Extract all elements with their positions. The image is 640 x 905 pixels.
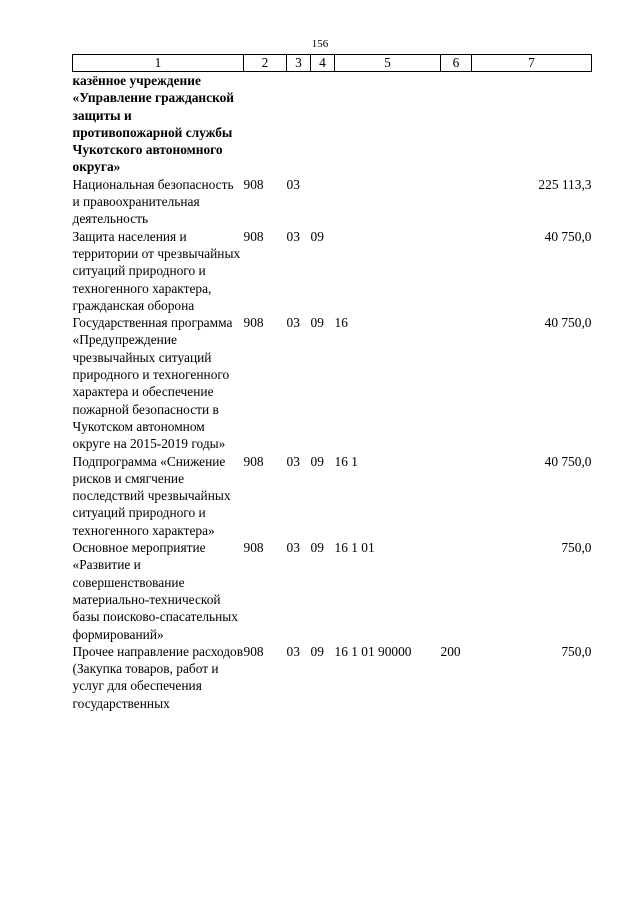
- row-expense-type: [441, 72, 472, 176]
- row-ministry-code: 908: [243, 228, 264, 244]
- column-header-4: 4: [311, 55, 335, 72]
- row-amount: 40 750,0: [544, 453, 592, 469]
- table-row: [73, 314, 592, 452]
- row-target-code: [335, 72, 441, 176]
- row-subsection-code: 09: [310, 315, 324, 331]
- row-subsection-code: 09: [310, 643, 324, 659]
- page-number: 156: [311, 38, 329, 50]
- row-section-code: 03: [286, 540, 300, 556]
- row-amount: 40 750,0: [544, 315, 592, 331]
- row-target-code: [335, 176, 441, 228]
- header-row: [73, 55, 592, 72]
- row-name: Основное мероприятие «Развитие и совершенствование материально-технической базы поисково-спасательных формирований»: [72, 540, 238, 642]
- row-ministry-code: 908: [243, 315, 264, 331]
- row-name: казённое учреждение «Управление гражданской защиты и противопожарной службы Чукотского автономного округа»: [72, 73, 235, 175]
- row-target-code: 16 1: [334, 453, 358, 469]
- row-section-code: 03: [286, 315, 300, 331]
- row-ministry-code: [244, 72, 287, 176]
- table-row: [73, 539, 592, 643]
- table-row: [73, 228, 592, 314]
- row-section-code: 03: [286, 643, 300, 659]
- column-header-5: 5: [335, 55, 441, 72]
- row-expense-type: [441, 228, 472, 314]
- row-expense-type: 200: [440, 643, 461, 659]
- row-ministry-code: 908: [243, 540, 264, 556]
- row-target-code: [335, 228, 441, 314]
- row-target-code: 16 1 01: [334, 540, 375, 556]
- column-header-3: 3: [287, 55, 311, 72]
- row-name: Защита населения и территории от чрезвычайных ситуаций природного и техногенного характера, гражданская оборона: [72, 228, 241, 313]
- table-row: [73, 176, 592, 228]
- row-name: Государственная программа «Предупреждение чрезвычайных ситуаций природного и техногенного характера и обеспечение пожарной безопасности в Чукотском автономном округе на 2015-2019 годы»: [72, 315, 233, 452]
- row-amount: 40 750,0: [544, 228, 592, 244]
- row-name: Прочее направление расходов (Закупка товаров, работ и услуг для обеспечения государственных: [72, 643, 244, 711]
- row-subsection-code: 09: [310, 228, 324, 244]
- row-section-code: 03: [286, 176, 300, 192]
- row-section-code: 03: [286, 453, 300, 469]
- row-amount: 750,0: [561, 643, 592, 659]
- row-name: Подпрограмма «Снижение рисков и смягчение последствий чрезвычайных ситуаций природного и техногенного характера»: [72, 453, 231, 538]
- row-subsection-code: [311, 176, 335, 228]
- row-expense-type: [441, 453, 472, 539]
- row-expense-type: [441, 176, 472, 228]
- column-header-2: 2: [244, 55, 287, 72]
- column-header-7: 7: [472, 55, 592, 72]
- row-amount: [472, 72, 592, 176]
- column-header-1: 1: [73, 55, 244, 72]
- row-expense-type: [441, 539, 472, 643]
- table-row: [73, 453, 592, 539]
- row-amount: 750,0: [561, 540, 592, 556]
- row-name: Национальная безопасность и правоохранительная деятельность: [72, 176, 234, 227]
- row-section-code: 03: [286, 228, 300, 244]
- row-expense-type: [441, 314, 472, 452]
- budget-table: [72, 54, 592, 712]
- row-target-code: 16: [334, 315, 348, 331]
- row-ministry-code: 908: [243, 453, 264, 469]
- table-row: [73, 72, 592, 176]
- row-subsection-code: [311, 72, 335, 176]
- row-ministry-code: 908: [243, 176, 264, 192]
- table-row: [73, 643, 592, 712]
- column-header-6: 6: [441, 55, 472, 72]
- row-amount: 225 113,3: [538, 176, 592, 192]
- row-subsection-code: 09: [310, 453, 324, 469]
- row-target-code: 16 1 01 90000: [334, 643, 412, 659]
- row-subsection-code: 09: [310, 540, 324, 556]
- row-ministry-code: 908: [243, 643, 264, 659]
- row-section-code: [287, 72, 311, 176]
